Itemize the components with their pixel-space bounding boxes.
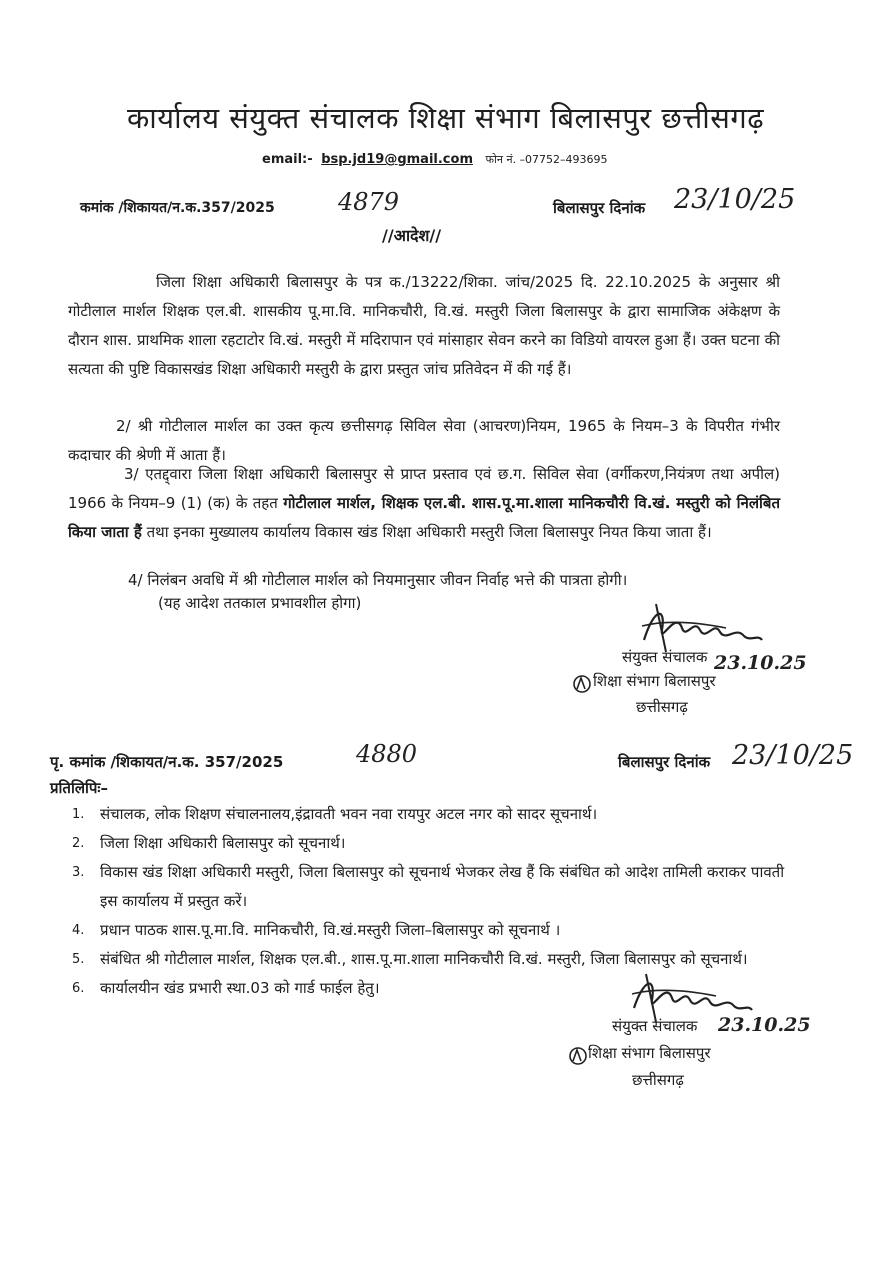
endorsement-number-handwritten: 4880	[356, 740, 418, 768]
office-title: कार्यालय संयुक्त संचालक शिक्षा संभाग बिलासपुर छत्तीसगढ़	[126, 101, 765, 135]
endorsement-date-handwritten: 23/10/25	[732, 740, 854, 771]
paragraph-3	[68, 460, 780, 547]
list-item: 5. संबंधित श्री गोटीलाल मार्शल, शिक्षक एल.बी., शास.पू.मा.शाला मानिकचौरी वि.खं. मस्तुरी, जिला बिलासपुर को सूचनार्थ।	[72, 950, 748, 968]
signatory-division-2: शिक्षा संभाग बिलासपुर	[588, 1044, 711, 1062]
signatory-title-1: संयुक्त संचालक	[622, 648, 708, 666]
order-date-label: बिलासपुर दिनांक	[553, 199, 646, 217]
order-date-handwritten: 23/10/25	[674, 184, 796, 215]
signatory-title-2: संयुक्त संचालक	[612, 1017, 698, 1035]
order-heading: //आदेश//	[382, 226, 442, 245]
order-reference: कमांक /शिकायत/न.क.357/2025	[80, 200, 275, 216]
initial-mark-1	[572, 674, 592, 694]
list-item: 2. जिला शिक्षा अधिकारी बिलासपुर को सूचनार्थ।	[72, 834, 346, 852]
list-item: 6. कार्यालयीन खंड प्रभारी स्था.03 को गार्ड फाईल हेतु।	[72, 979, 380, 997]
effect-note: (यह आदेश ततकाल प्रभावशील होगा)	[158, 594, 362, 612]
email-link[interactable]: bsp.jd19@gmail.com	[321, 152, 473, 167]
initial-mark-2	[568, 1046, 588, 1066]
phone-number: फोन नं. –07752–493695	[485, 153, 608, 166]
signatory-state-1: छत्तीसगढ़	[636, 698, 688, 716]
paragraph-4: 4/ निलंबन अवधि में श्री गोटीलाल मार्शल को नियमानुसार जीवन निर्वाह भत्ते की पात्रता होगी।	[128, 571, 628, 589]
list-item: 4. प्रधान पाठक शास.पू.मा.वि. मानिकचौरी, वि.खं.मस्तुरी जिला–बिलासपुर को सूचनार्थ ।	[72, 921, 561, 939]
email-label: email:-	[262, 152, 313, 167]
paragraph-1: जिला शिक्षा अधिकारी बिलासपुर के पत्र क./13222/शिका. जांच/2025 दि. 22.10.2025 के अनुसार श्री गोटीलाल मार्शल शिक्षक एल.बी. शासकीय पू.मा.वि. मानिकचौरी, वि.खं. मस्तुरी जिला बिलासपुर के द्वारा सामाजिक अंकेक्षण के दौरान शास. प्राथमिक शाला रहटाटोर वि.खं. मस्तुरी में मदिरापान एवं मांसाहार सेवन करने का विडियो वायरल हुआ हैं। उक्त घटना की सत्यता की पुष्टि विकासखंड शिक्षा अधिकारी मस्तुरी के द्वारा प्रस्तुत जांच प्रतिवेदन में की गई हैं।	[68, 273, 780, 378]
paragraph-3-intro: 3/ एतद्द्वारा जिला शिक्षा अधिकारी बिलासपुर से प्राप्त प्रस्ताव एवं छ.ग. सिविल सेवा (वर्गीकरण,नियंत्रण तथा अपील) 1966 के नियम–9 (1) (क) के तहत	[68, 465, 780, 512]
signatory-state-2: छत्तीसगढ़	[632, 1071, 684, 1089]
suspension-statement: गोटीलाल मार्शल, शिक्षक एल.बी. शास.पू.मा.शाला मानिकचौरी वि.खं. मस्तुरी को निलंबित किया जाता हैं	[68, 494, 780, 541]
order-number-handwritten: 4879	[338, 188, 400, 216]
list-item: 3. विकास खंड शिक्षा अधिकारी मस्तुरी, जिला बिलासपुर को सूचनार्थ भेजकर लेख हैं कि संबंधित को आदेश तामिली कराकर पावती इस कार्यालय में प्रस्तुत करें।	[72, 863, 785, 910]
copy-to-label: प्रतिलिपिः–	[50, 779, 108, 797]
signature-date-1: 23.10.25	[714, 652, 807, 674]
paragraph-2: 2/ श्री गोटीलाल मार्शल का उक्त कृत्य छत्तीसगढ़ सिविल सेवा (आचरण)नियम, 1965 के नियम–3 के विपरीत गंभीर कदाचार की श्रेणी में आता हैं।	[68, 417, 780, 464]
endorsement-date-label: बिलासपुर दिनांक	[618, 753, 711, 771]
contact-line	[262, 152, 608, 167]
paragraph-3-tail: तथा इनका मुख्यालय कार्यालय विकास खंड शिक्षा अधिकारी मस्तुरी जिला बिलासपुर नियत किया जाता हैं।	[141, 523, 712, 541]
signature-date-2: 23.10.25	[718, 1014, 811, 1036]
list-item: 1. संचालक, लोक शिक्षण संचालनालय,इंद्रावती भवन नवा रायपुर अटल नगर को सादर सूचनार्थ।	[72, 805, 598, 823]
signatory-division-1: शिक्षा संभाग बिलासपुर	[593, 672, 716, 690]
endorsement-reference: पृ. कमांक /शिकायत/न.क. 357/2025	[50, 753, 284, 771]
